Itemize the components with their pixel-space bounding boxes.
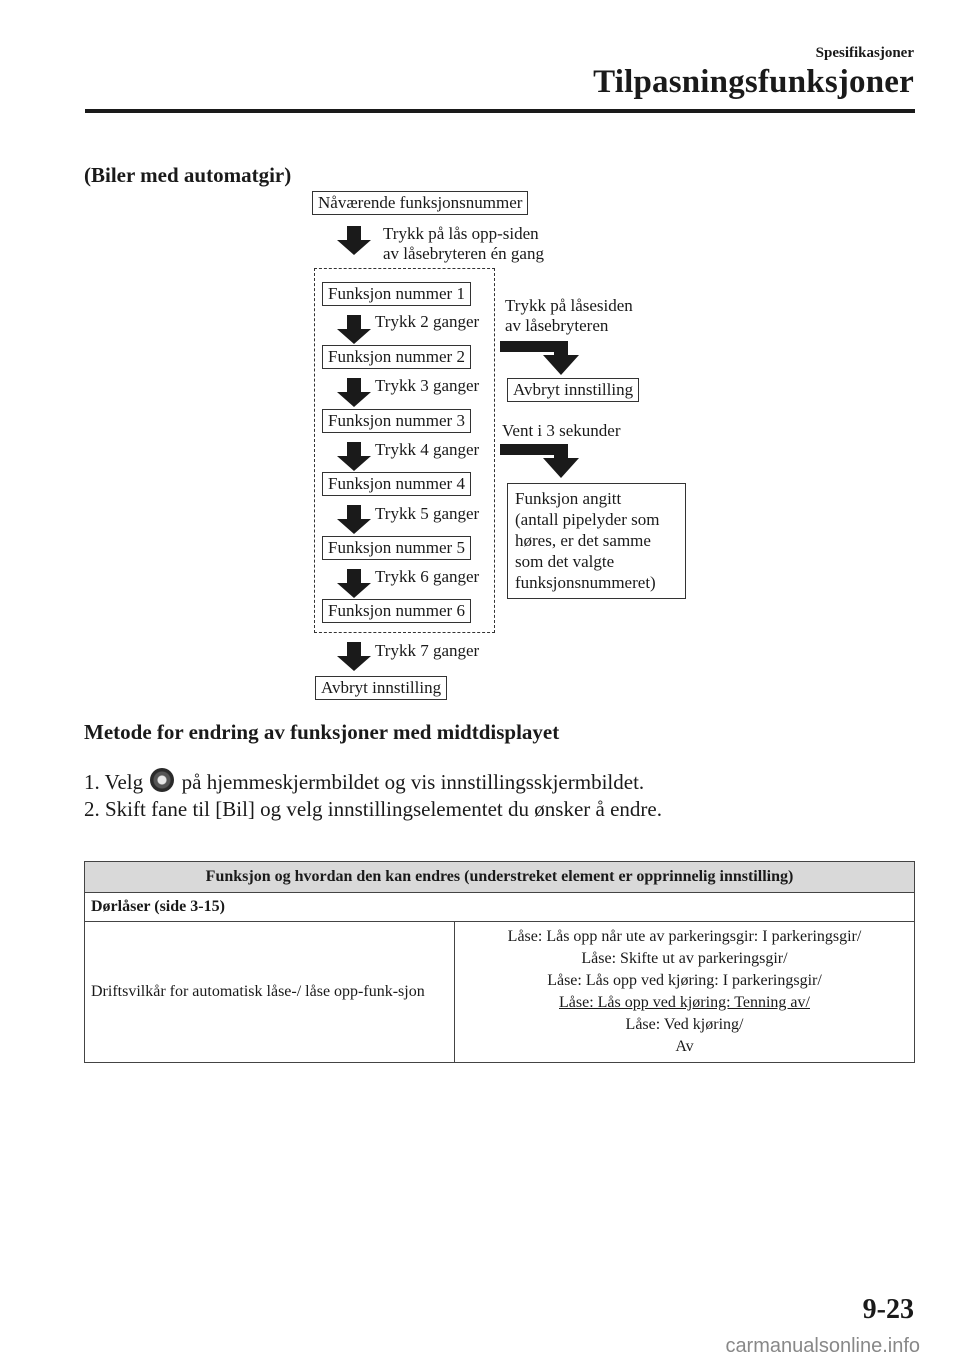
branch-arrow-icon <box>500 339 582 377</box>
press-count-label: Trykk 2 ganger <box>375 312 480 331</box>
step-1: 1. Velg på hjemmeskjermbildet og vis innstillingsskjermbildet. <box>84 770 645 794</box>
diagram-heading: (Biler med automatgir) <box>84 163 292 187</box>
function-box-1: Funksjon nummer 1 <box>322 282 471 306</box>
row-options: Låse: Lås opp når ute av parkeringsgir: I parkeringsgir/ Låse: Skifte ut av parkeringsgir/ Låse: Lås opp ved kjøring: I parkeringsgir/ Låse: Lås opp ved kjøring: Tenning av/ Låse: Ved kjøring/ Av <box>455 922 915 1063</box>
arrow-down-icon <box>333 378 375 408</box>
row-label: Driftsvilkår for automatisk låse-/ låse opp-funk-sjon <box>85 922 455 1063</box>
arrow-down-icon <box>333 442 375 472</box>
arrow-down-icon <box>333 315 375 345</box>
press-lock-label-2: av låsebryteren <box>505 316 609 335</box>
table-row <box>85 922 915 1063</box>
function-set-box: Funksjon angitt (antall pipelyder som høres, er det samme som det valgte funksjonsnummeret) <box>507 483 686 599</box>
cancel-setting-right-box: Avbryt innstilling <box>507 378 639 402</box>
press-unlock-label-2: av låsebryteren én gang <box>383 244 544 263</box>
method-heading: Metode for endring av funksjoner med midtdisplayet <box>84 720 560 744</box>
table-group-row: Dørlåser (side 3-15) <box>85 893 915 922</box>
page-number: 9-23 <box>862 1294 914 1325</box>
press-count-label: Trykk 6 ganger <box>375 567 480 586</box>
arrow-down-icon <box>333 226 375 256</box>
press-unlock-label-1: Trykk på lås opp-siden <box>383 224 539 243</box>
function-box-2: Funksjon nummer 2 <box>322 345 471 369</box>
function-box-5: Funksjon nummer 5 <box>322 536 471 560</box>
cancel-setting-box: Avbryt innstilling <box>315 676 447 700</box>
branch-arrow-icon <box>500 442 582 480</box>
page-title: Tilpasningsfunksjoner <box>593 64 914 100</box>
function-box-4: Funksjon nummer 4 <box>322 472 471 496</box>
function-box-6: Funksjon nummer 6 <box>322 599 471 623</box>
press-count-label: Trykk 4 ganger <box>375 440 480 459</box>
press-lock-label-1: Trykk på låsesiden <box>505 296 633 315</box>
section-label: Spesifikasjoner <box>815 45 914 61</box>
title-rule <box>85 109 915 113</box>
function-box-3: Funksjon nummer 3 <box>322 409 471 433</box>
table-header: Funksjon og hvordan den kan endres (understreket element er opprinnelig innstilling) <box>85 862 915 893</box>
default-option: Låse: Lås opp ved kjøring: Tenning av/ <box>559 994 810 1011</box>
current-function-box: Nåværende funksjonsnummer <box>312 191 528 215</box>
watermark: carmanualsonline.info <box>725 1335 920 1357</box>
arrow-down-icon <box>333 642 375 672</box>
settings-table <box>84 861 915 1063</box>
arrow-down-icon <box>333 569 375 599</box>
settings-gear-icon <box>150 768 174 792</box>
step-2: 2. Skift fane til [Bil] og velg innstillingselementet du ønsker å endre. <box>84 797 662 821</box>
press-7-label: Trykk 7 ganger <box>375 641 480 660</box>
wait-label: Vent i 3 sekunder <box>502 421 621 440</box>
arrow-down-icon <box>333 505 375 535</box>
press-count-label: Trykk 3 ganger <box>375 376 480 395</box>
press-count-label: Trykk 5 ganger <box>375 504 480 523</box>
